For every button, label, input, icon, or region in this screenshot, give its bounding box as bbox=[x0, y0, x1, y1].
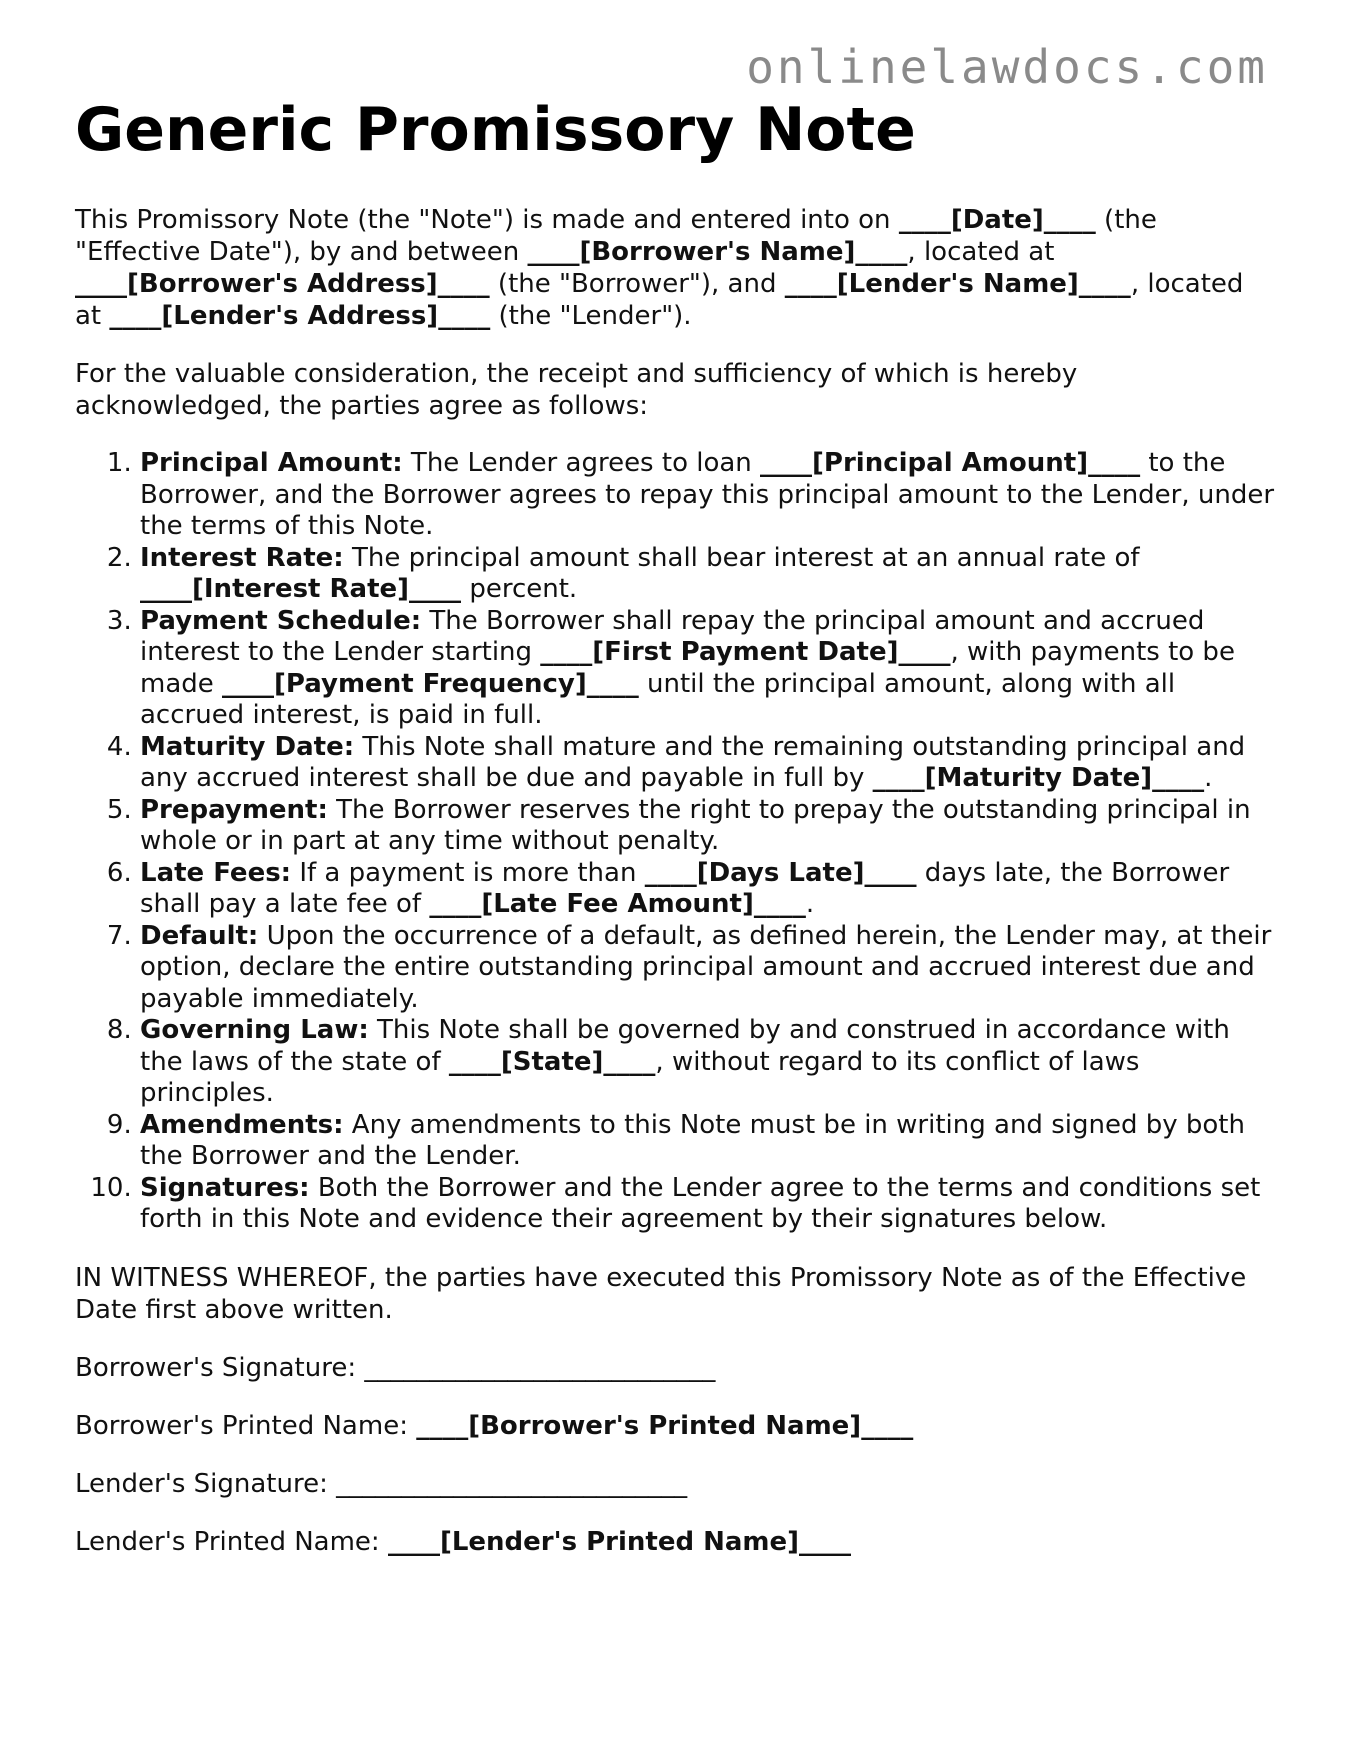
lender-printed-name-label: Lender's Printed Name: bbox=[75, 1526, 388, 1557]
term-text: The Borrower reserves the right to prepay the outstanding principal in whole or in part at any time without penalty. bbox=[140, 794, 1251, 856]
term-signatures bbox=[140, 1173, 1275, 1236]
lender-signature-row bbox=[75, 1468, 1275, 1500]
term-heading: Governing Law: bbox=[140, 1015, 369, 1045]
term-heading: Prepayment: bbox=[140, 794, 328, 825]
state-field: ____[State]____ bbox=[448, 1046, 656, 1077]
term-maturity-date bbox=[140, 732, 1275, 795]
principal-amount-field: ____[Principal Amount]____ bbox=[760, 448, 1141, 478]
date-field: ____[Date]____ bbox=[898, 205, 1096, 235]
late-fee-amount-field: ____[Late Fee Amount]____ bbox=[429, 889, 806, 919]
term-heading: Interest Rate: bbox=[140, 542, 344, 573]
borrower-signature-row bbox=[75, 1352, 1275, 1384]
borrower-address-field: ____[Borrower's Address]____ bbox=[75, 269, 490, 299]
term-text: The principal amount shall bear interest at an annual rate of bbox=[343, 542, 1140, 573]
term-heading: Principal Amount: bbox=[140, 448, 403, 478]
term-text: If a payment is more than bbox=[291, 857, 645, 888]
lender-address-field: ____[Lender's Address]____ bbox=[109, 301, 491, 331]
document-page bbox=[75, 94, 1275, 1584]
term-text: Upon the occurrence of a default, as defined herein, the Lender may, at their option, declare the entire outstanding principal amount and accrued interest due and payable immediately. bbox=[140, 920, 1272, 1014]
term-governing-law bbox=[140, 1015, 1275, 1110]
term-text: . bbox=[805, 889, 815, 919]
term-text: The Borrower shall repay the principal amount and accrued interest to the Lender starting bbox=[140, 605, 1205, 667]
borrower-signature-line: ___________________________ bbox=[364, 1352, 716, 1383]
term-heading: Default: bbox=[140, 920, 259, 951]
intro-text: (the "Lender"). bbox=[490, 301, 692, 331]
borrower-name-field: ____[Borrower's Name]____ bbox=[527, 237, 908, 267]
maturity-date-field: ____[Maturity Date]____ bbox=[872, 763, 1205, 793]
term-default bbox=[140, 921, 1275, 1016]
borrower-printed-name-field: ____[Borrower's Printed Name]____ bbox=[416, 1410, 914, 1441]
term-heading: Signatures: bbox=[140, 1172, 310, 1203]
term-text: This Note shall be governed by and construed in accordance with the laws of the state of bbox=[140, 1015, 1230, 1077]
intro-text: (the "Borrower"), and bbox=[489, 269, 785, 299]
term-text: , without regard to its conflict of laws principles. bbox=[140, 1046, 1140, 1108]
borrower-printed-name-label: Borrower's Printed Name: bbox=[75, 1410, 417, 1441]
term-late-fees bbox=[140, 858, 1275, 921]
intro-text: This Promissory Note (the "Note") is made and entered into on bbox=[75, 205, 899, 235]
term-amendments bbox=[140, 1110, 1275, 1173]
lender-printed-name-row bbox=[75, 1526, 1275, 1558]
term-text: Any amendments to this Note must be in writing and signed by both the Borrower and the Lender. bbox=[140, 1109, 1245, 1171]
witness-paragraph: IN WITNESS WHEREOF, the parties have executed this Promissory Note as of the Effective Date first above written. bbox=[75, 1262, 1247, 1325]
intro-text: , located at bbox=[907, 237, 1055, 267]
term-heading: Amendments: bbox=[140, 1109, 344, 1140]
lender-name-field: ____[Lender's Name]____ bbox=[784, 269, 1131, 299]
terms-list bbox=[75, 448, 1275, 1236]
term-text: The Lender agrees to loan bbox=[402, 448, 761, 478]
borrower-signature-label: Borrower's Signature: bbox=[75, 1352, 365, 1383]
term-payment-schedule bbox=[140, 606, 1275, 732]
term-text: percent. bbox=[461, 574, 578, 604]
days-late-field: ____[Days Late]____ bbox=[644, 857, 917, 888]
intro-text: (the "Effective Date"), by and between bbox=[75, 205, 1157, 267]
lender-signature-label: Lender's Signature: bbox=[75, 1468, 337, 1499]
consideration-paragraph: For the valuable consideration, the receipt and sufficiency of which is hereby acknowledged, the parties agree as follows: bbox=[75, 359, 1078, 421]
term-prepayment bbox=[140, 795, 1275, 858]
term-heading: Maturity Date: bbox=[140, 731, 355, 762]
term-heading: Late Fees: bbox=[140, 857, 292, 888]
term-heading: Payment Schedule: bbox=[140, 605, 422, 636]
watermark: onlinelawdocs.com bbox=[746, 40, 1268, 94]
term-text: , with payments to be made bbox=[140, 637, 1235, 699]
term-text: Both the Borrower and the Lender agree to the terms and conditions set forth in this Note and evidence their agreement by their signatures below. bbox=[140, 1172, 1261, 1234]
term-text: days late, the Borrower shall pay a late fee of bbox=[140, 857, 1230, 919]
document-title: Generic Promissory Note bbox=[75, 95, 916, 165]
interest-rate-field: ____[Interest Rate]____ bbox=[140, 574, 462, 604]
intro-paragraph bbox=[75, 204, 1275, 332]
term-text: This Note shall mature and the remaining outstanding principal and any accrued interest shall be due and payable in full by bbox=[140, 731, 1246, 793]
intro-text: , located at bbox=[75, 269, 1244, 331]
payment-frequency-field: ____[Payment Frequency]____ bbox=[222, 668, 639, 699]
lender-printed-name-field: ____[Lender's Printed Name]____ bbox=[387, 1526, 852, 1557]
term-text: to the Borrower, and the Borrower agrees to repay this principal amount to the Lender, under the terms of this Note. bbox=[140, 448, 1275, 541]
term-text: . bbox=[1204, 763, 1213, 793]
term-principal-amount bbox=[140, 448, 1275, 543]
first-payment-date-field: ____[First Payment Date]____ bbox=[540, 637, 951, 667]
lender-signature-line: ___________________________ bbox=[336, 1468, 688, 1499]
borrower-printed-name-row bbox=[75, 1410, 1275, 1442]
term-interest-rate bbox=[140, 543, 1275, 606]
term-text: until the principal amount, along with all accrued interest, is paid in full. bbox=[140, 668, 1176, 730]
